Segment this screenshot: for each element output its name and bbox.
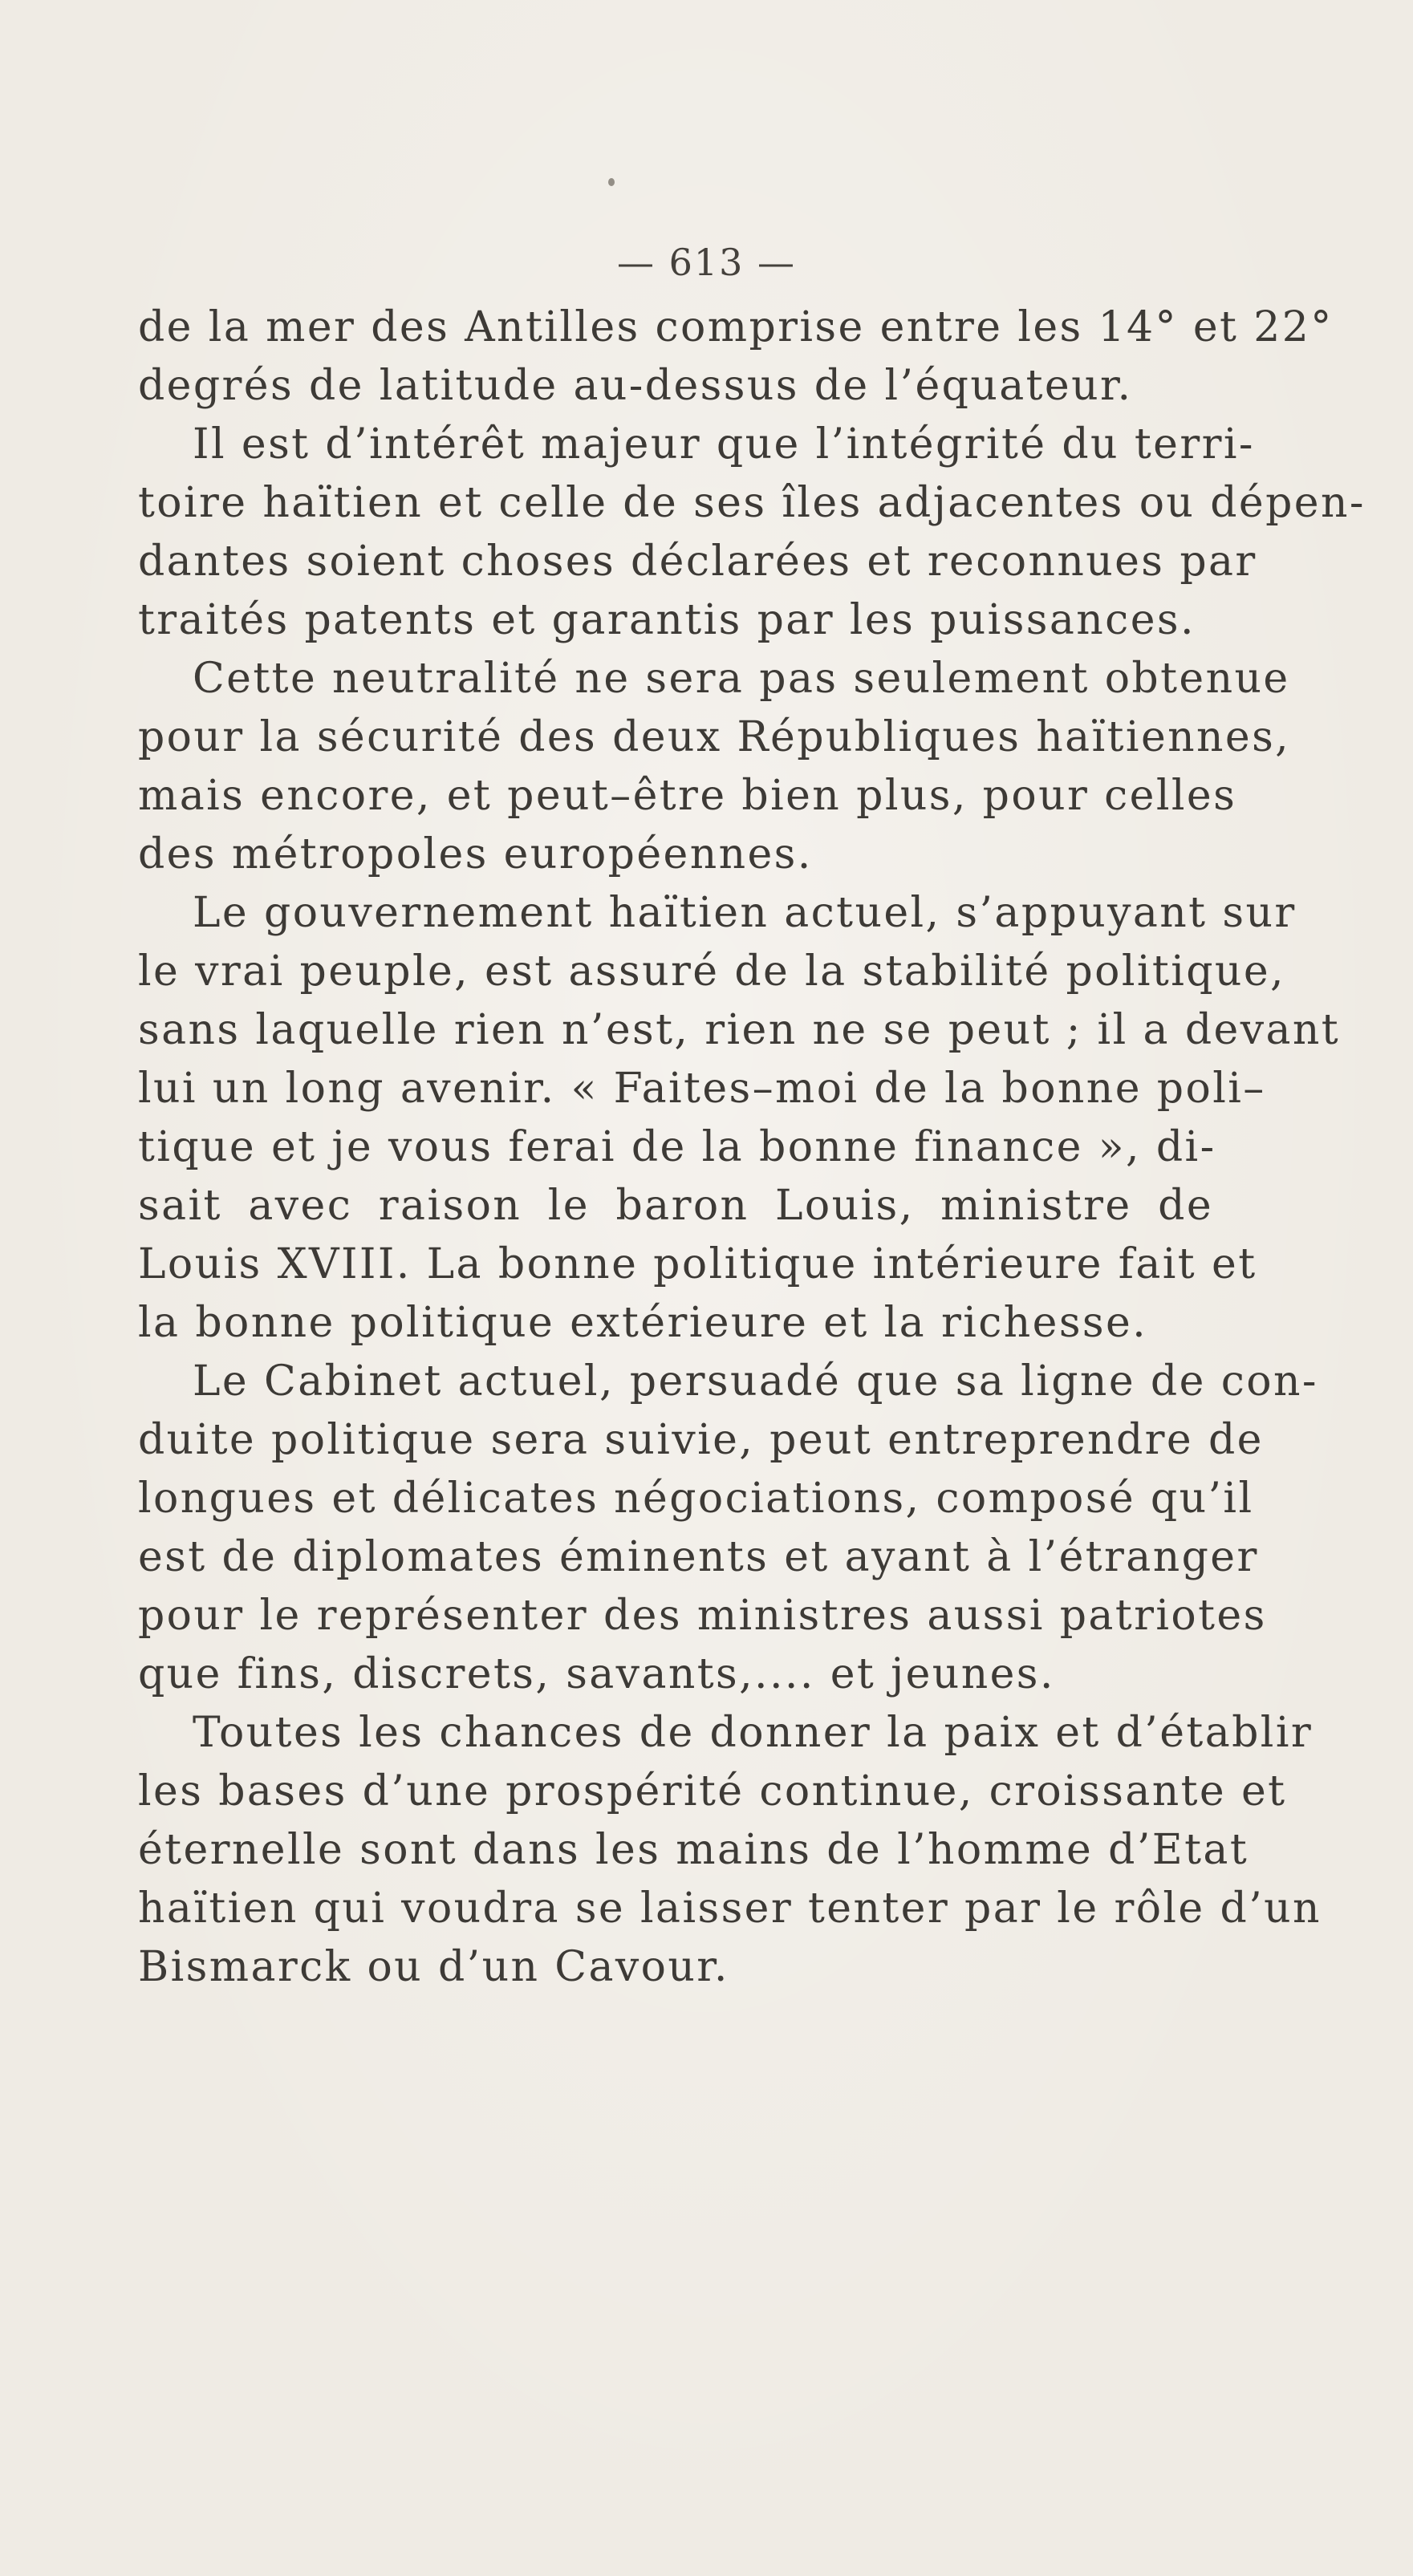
- text-line: sait avec raison le baron Louis, ministre de: [138, 1182, 1213, 1230]
- text-line: Il est d’intérêt majeur que l’intégrité du terri-: [193, 420, 1255, 469]
- text-line: sans laquelle rien n’est, rien ne se peut ; il a devant: [138, 1006, 1341, 1054]
- text-line: duite politique sera suivie, peut entreprendre de: [138, 1416, 1264, 1464]
- text-line: Bismarck ou d’un Cavour.: [138, 1943, 729, 1991]
- text-line: lui un long avenir. « Faites–moi de la bonne poli–: [138, 1065, 1266, 1113]
- text-line: dantes soient choses déclarées et reconnues par: [138, 538, 1257, 586]
- body-text: [138, 298, 1366, 1997]
- text-line: toire haïtien et celle de ses îles adjacentes ou dépen-: [138, 479, 1366, 527]
- ink-speck: [608, 178, 615, 186]
- text-line: pour la sécurité des deux Républiques haïtiennes,: [138, 713, 1291, 761]
- text-line: de la mer des Antilles comprise entre les 14° et 22°: [138, 303, 1334, 351]
- text-line: Cette neutralité ne sera pas seulement obtenue: [193, 655, 1290, 703]
- page-number: — 613 —: [616, 241, 797, 284]
- text-line: est de diplomates éminents et ayant à l’étranger: [138, 1533, 1259, 1581]
- text-line: la bonne politique extérieure et la richesse.: [138, 1299, 1148, 1347]
- text-line: Le Cabinet actuel, persuadé que sa ligne de con-: [193, 1357, 1318, 1406]
- text-line: le vrai peuple, est assuré de la stabilité politique,: [138, 947, 1285, 996]
- text-line: mais encore, et peut–être bien plus, pour celles: [138, 772, 1237, 820]
- text-line: Toutes les chances de donner la paix et d’établir: [193, 1709, 1314, 1757]
- text-line: Louis XVIII. La bonne politique intérieure fait et: [138, 1240, 1257, 1288]
- text-line: degrés de latitude au-dessus de l’équateur.: [138, 362, 1133, 410]
- text-line: que fins, discrets, savants,.... et jeunes.: [138, 1650, 1055, 1698]
- text-line: Le gouvernement haïtien actuel, s’appuyant sur: [193, 889, 1297, 937]
- text-line: éternelle sont dans les mains de l’homme d’Etat: [138, 1826, 1249, 1874]
- text-line: haïtien qui voudra se laisser tenter par le rôle d’un: [138, 1884, 1322, 1933]
- text-line: pour le représenter des ministres aussi patriotes: [138, 1592, 1267, 1640]
- text-line: tique et je vous ferai de la bonne finance », di-: [138, 1123, 1216, 1171]
- text-line: longues et délicates négociations, composé qu’il: [138, 1475, 1254, 1523]
- text-line: les bases d’une prospérité continue, croissante et: [138, 1767, 1287, 1815]
- text-line: des métropoles européennes.: [138, 830, 813, 878]
- text-line: traités patents et garantis par les puissances.: [138, 596, 1196, 644]
